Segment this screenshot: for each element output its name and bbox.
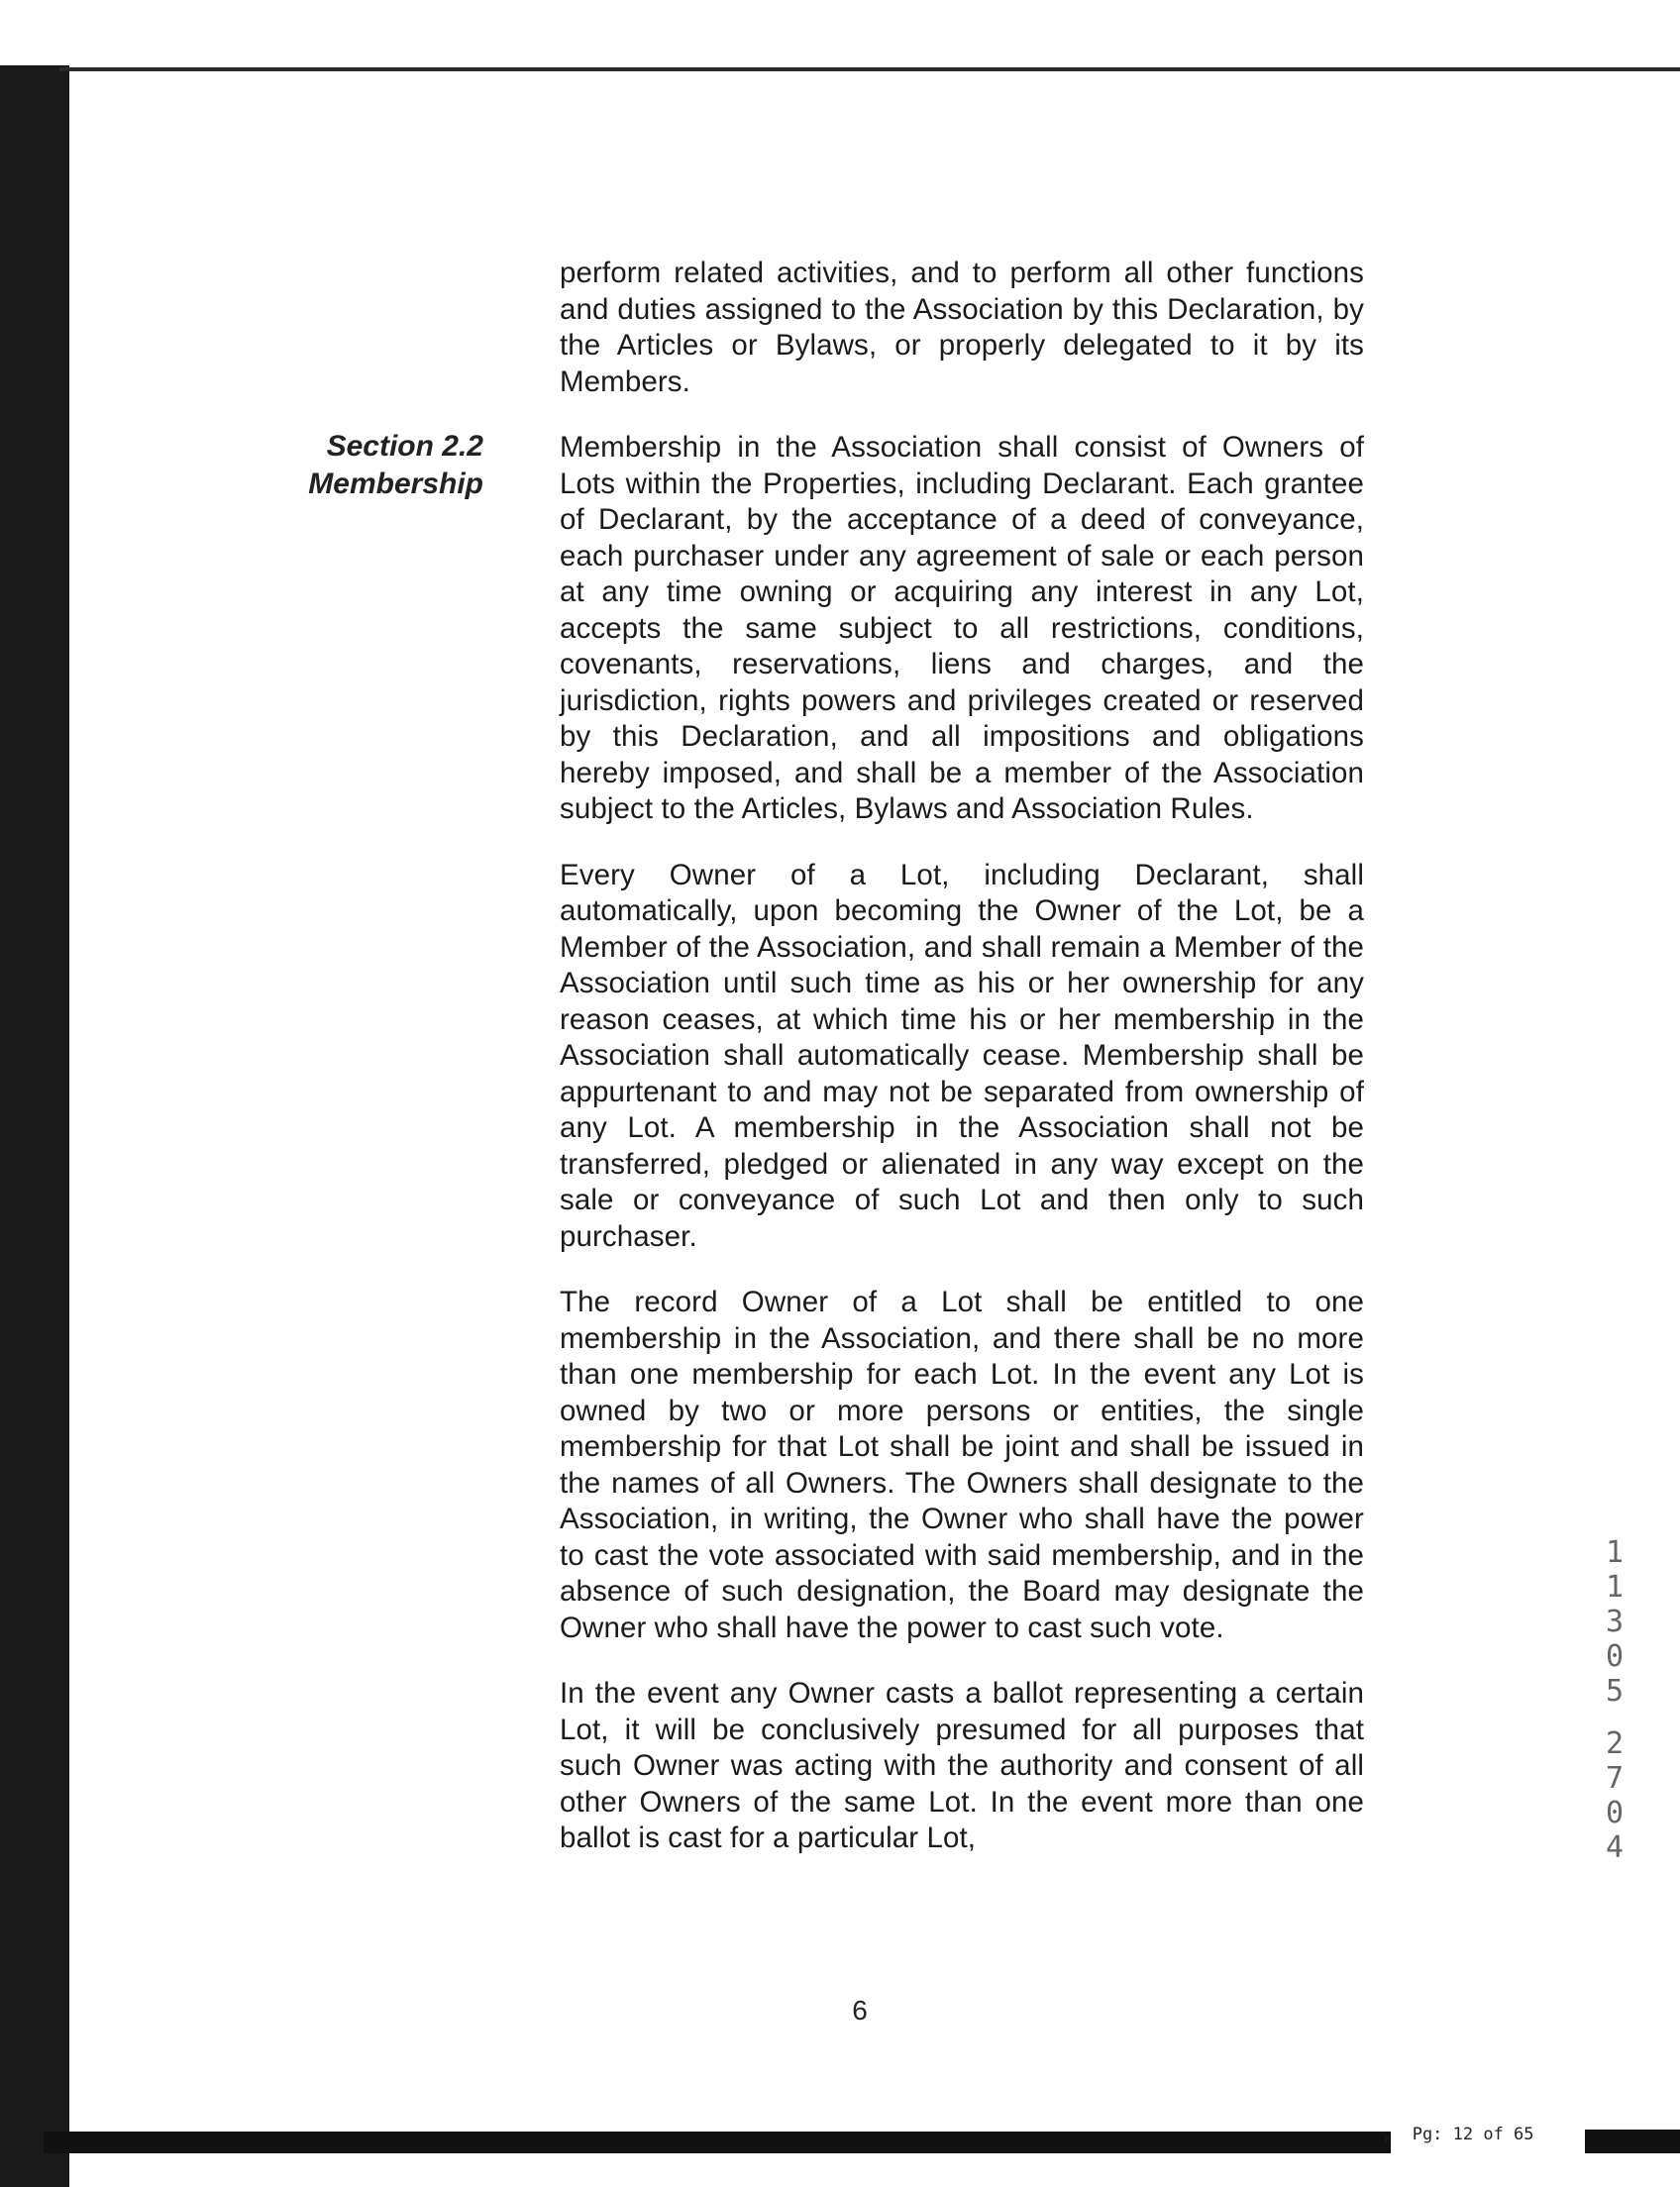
paragraph: Membership in the Association shall consist of Owners of Lots within the Properties, including Declarant. Each grantee of Declarant, by the acceptance of a deed of conveyance, each purchaser under any agreement of sale or each person at any time owning or acquiring any interest in any Lot, accepts the same subject to all restrictions, conditions, covenants, reservations, liens and charges, and the jurisdiction, rights powers and privileges created or reserved by this Declaration, and all impositions and obligations hereby imposed, and shall be a member of the Association subject to the Articles, Bylaws and Association Rules.	[560, 431, 1364, 825]
document-body	[560, 256, 1364, 1887]
stamp-line-2: 2704	[1605, 1726, 1625, 1865]
scan-border-bottom	[44, 2132, 1391, 2153]
footer-page-indicator: , Pg: 12 of 65	[1382, 2125, 1534, 2144]
recording-stamp-number	[1600, 1535, 1629, 1883]
paragraph: perform related activities, and to perform all other functions and duties assigned to the Association by this Declaration, by the Articles or Bylaws, or properly delegated to it by its Members.	[560, 257, 1364, 398]
stamp-line-1: 11305	[1605, 1535, 1625, 1709]
paragraph: The record Owner of a Lot shall be entitled to one membership in the Association, and there shall be no more than one membership for each Lot. In the event any Lot is owned by two or more persons or entities, the single membership for that Lot shall be joint and shall be issued in the names of all Owners. The Owners shall designate to the Association, in writing, the Owner who shall have the power to cast the vote associated with said membership, and in the absence of such designation, the Board may designate the Owner who shall have the power to cast such vote.	[560, 1286, 1364, 1644]
scan-border-left	[0, 65, 69, 2187]
page-number: 6	[852, 1995, 868, 2026]
paragraph: Every Owner of a Lot, including Declarant, shall automatically, upon becoming the Owner of the Lot, be a Member of the Association, and shall remain a Member of the Association until such time as his or her ownership for any reason ceases, at which time his or her membership in the Association shall automatically cease. Membership shall be appurtenant to and may not be separated from ownership of any Lot. A membership in the Association shall not be transferred, pledged or alienated in any way except on the sale or conveyance of such Lot and then only to such purchaser.	[560, 858, 1364, 1253]
section-title: Membership	[308, 468, 483, 500]
section-heading	[265, 428, 483, 503]
paragraph: In the event any Owner casts a ballot representing a certain Lot, it will be conclusively presumed for all purposes that such Owner was acting with the authority and consent of all other Owners of the same Lot. In the event more than one ballot is cast for a particular Lot,	[560, 1677, 1364, 1854]
section-number: Section 2.2	[326, 430, 483, 463]
scan-border-bottom-right	[1585, 2130, 1680, 2153]
scan-border-top	[59, 67, 1680, 71]
